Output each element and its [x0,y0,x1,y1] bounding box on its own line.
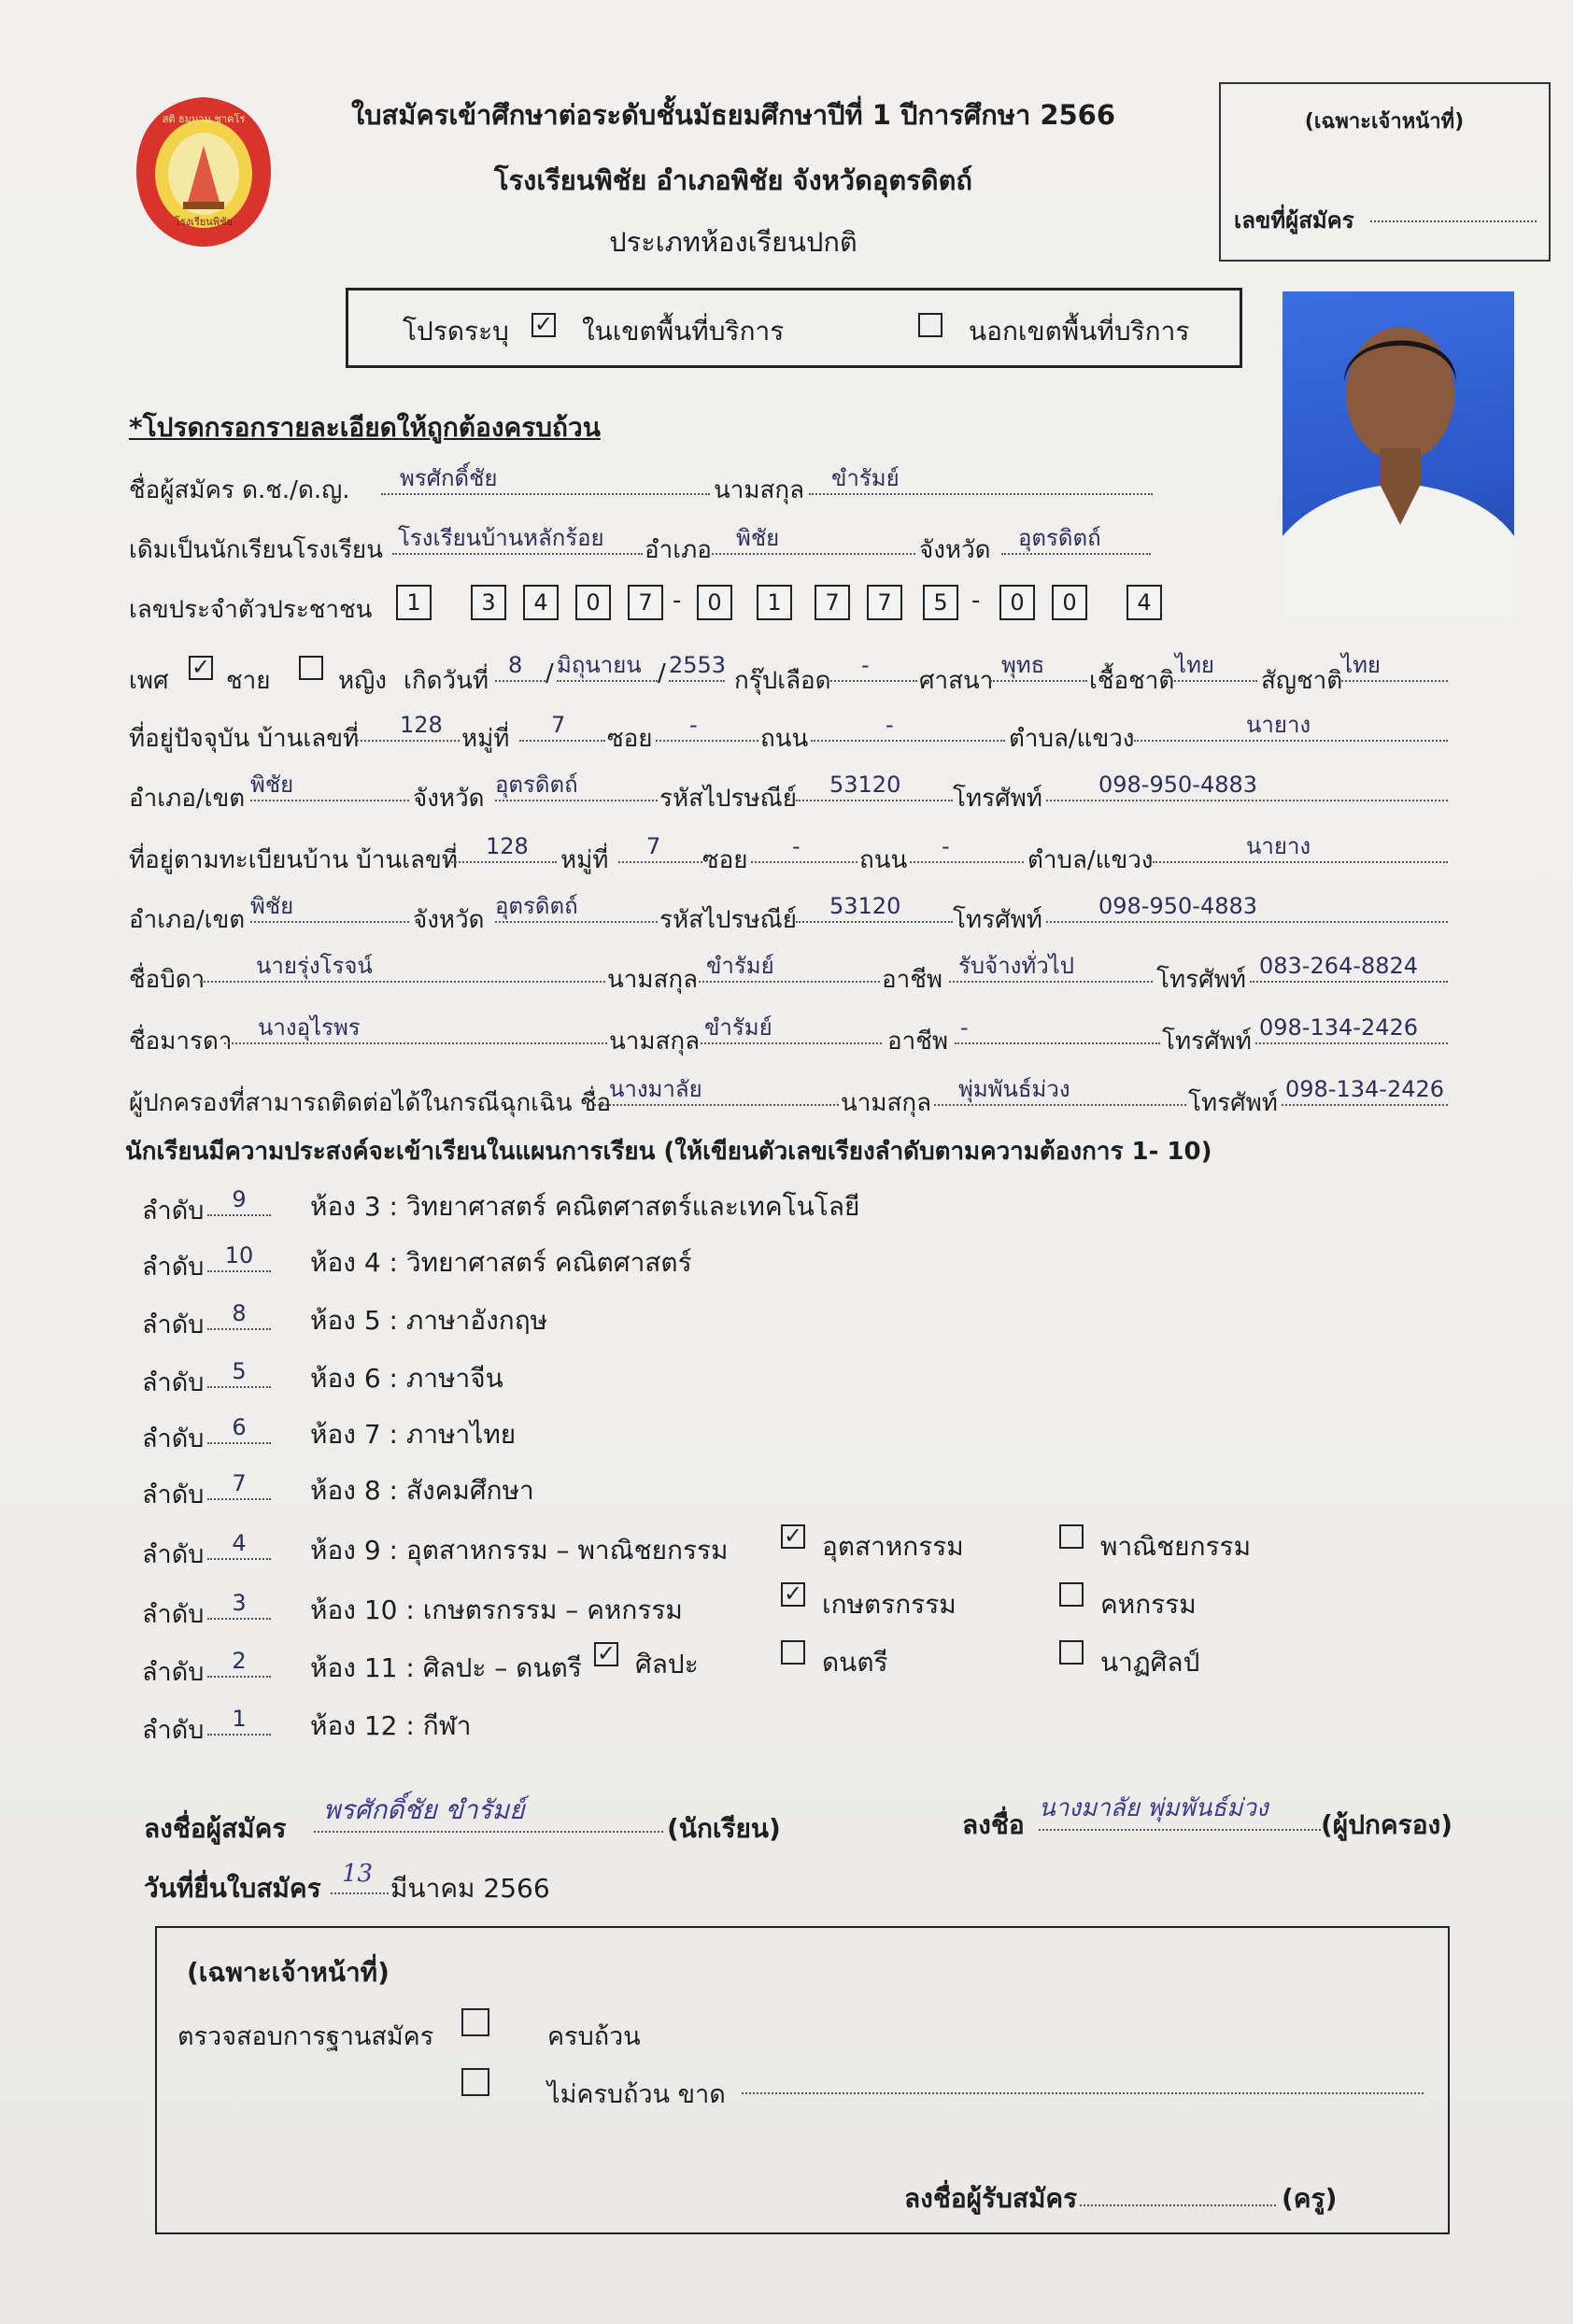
applicant-no-field[interactable] [1370,220,1537,222]
registered-moo-field[interactable] [618,833,702,863]
plan-rank-input[interactable]: 2 [207,1648,271,1678]
guardian-phone-field[interactable] [1282,1076,1448,1106]
citizen-id-digit[interactable]: 0 [697,585,732,620]
current-district-field[interactable] [250,772,409,801]
guardian-phone-label: โทรศัพท์ [1188,1089,1278,1117]
complete-checkbox[interactable] [461,2008,489,2036]
home-economics-label: คหกรรม [1100,1589,1197,1620]
male-checkbox[interactable]: ✓ [189,656,213,680]
classroom-type: ประเภทห้องเรียนปกติ [609,226,857,258]
current-postcode-label: รหัสไปรษณีย์ [659,785,798,813]
birth-slash: / [658,659,666,687]
current-soi-field[interactable] [656,712,758,742]
submit-date-rest: มีนาคม 2566 [390,1873,550,1904]
plan-rank-input[interactable]: 8 [207,1300,271,1330]
current-address-label: ที่อยู่ปัจจุบัน บ้านเลขที่ [129,725,360,753]
agriculture-checkbox[interactable]: ✓ [781,1582,805,1607]
plan-rank-input[interactable]: 7 [207,1470,271,1500]
school-line: โรงเรียนพิชัย อำเภอพิชัย จังหวัดอุตรดิตถ์ [494,164,972,196]
current-road-label: ถนน [760,725,809,753]
former-province-value: อุตรดิตถ์ [1018,525,1101,551]
officer-box [1219,82,1551,262]
father-surname-field[interactable] [699,953,880,983]
rank-label: ลำดับ [142,1658,205,1687]
registered-district-label: อำเภอ/เขต [129,906,246,934]
registered-province-value: อุตรดิตถ์ [495,893,578,919]
current-province-value: อุตรดิตถ์ [495,772,578,798]
former-school-value: โรงเรียนบ้านหลักร้อย [398,525,604,551]
school-logo [131,93,276,250]
citizen-id-digit[interactable]: 1 [757,585,792,620]
father-phone-field[interactable] [1250,953,1448,983]
current-house-no-value: 128 [400,712,443,738]
plan-room: ห้อง 9 : อุตสาหกรรม – พาณิชยกรรม [310,1535,729,1566]
registered-district-value: พิชัย [250,893,294,919]
blood-label: กรุ๊ปเลือด [734,667,831,695]
race-field[interactable] [1171,652,1257,682]
former-school-label: เดิมเป็นนักเรียนโรงเรียน [129,536,383,564]
music-checkbox[interactable] [781,1640,805,1665]
plan-rank-input[interactable]: 1 [207,1706,271,1736]
father-label: ชื่อบิดา [129,966,205,994]
former-district-value: พิชัย [736,525,780,551]
current-road-field[interactable] [811,712,1005,742]
instruction-text: *โปรดกรอกรายละเอียดให้ถูกต้องครบถ้วน [129,412,601,443]
nationality-value: ไทย [1341,652,1381,678]
birth-label: เกิดวันที่ [404,667,489,695]
mother-label: ชื่อมารดา [129,1027,233,1056]
commerce-label: พาณิชยกรรม [1100,1531,1252,1562]
applicant-no-label: เลขที่ผู้สมัคร [1234,207,1354,234]
father-name-value: นายรุ่งโรจน์ [256,953,373,979]
current-province-label: จังหวัด [413,785,485,813]
current-subdistrict-value: นายาง [1246,712,1311,738]
registered-phone-label: โทรศัพท์ [953,906,1042,934]
rank-label: ลำดับ [142,1424,205,1453]
logo-motto: สติ ธมฺมาน ชาคโร [162,113,246,125]
birth-slash: / [546,659,554,687]
officer-box-title: (เฉพาะเจ้าหน้าที่) [1304,110,1465,134]
current-phone-field[interactable] [1046,772,1448,801]
plan-room: ห้อง 3 : วิทยาศาสตร์ คณิตศาสตร์และเทคโนโลยี [310,1191,860,1222]
mother-surname-field[interactable] [701,1014,882,1044]
plan-rank-input[interactable]: 5 [207,1358,271,1388]
registered-soi-field[interactable] [751,833,857,863]
current-postcode-value: 53120 [829,772,901,798]
submit-date-label: วันที่ยื่นใบสมัคร [144,1873,321,1904]
registered-district-field[interactable] [250,893,409,923]
former-district-field[interactable] [712,525,915,555]
citizen-id-digit[interactable]: 0 [575,585,611,620]
current-soi-label: ซอย [607,725,653,753]
male-label: ชาย [226,667,271,695]
father-phone-value: 083-264-8824 [1259,953,1419,979]
service-area-box [346,288,1242,368]
commerce-checkbox[interactable] [1059,1524,1084,1549]
plan-room: ห้อง 11 : ศิลปะ – ดนตรี [310,1652,582,1683]
plan-room: ห้อง 10 : เกษตรกรรม – คหกรรม [310,1594,683,1625]
mother-job-label: อาชีพ [887,1027,948,1056]
registered-road-value: - [942,833,950,859]
citizen-id-digit[interactable]: 7 [867,585,902,620]
citizen-id-digit[interactable]: 4 [523,585,559,620]
guardian-phone-value: 098-134-2426 [1285,1076,1445,1102]
registered-road-field[interactable] [910,833,1024,863]
applicant-name-field[interactable] [381,465,710,495]
inside-area-label: ในเขตพื้นที่บริการ [582,316,785,347]
applicant-signature-field[interactable] [314,1794,663,1833]
plan-room: ห้อง 4 : วิทยาศาสตร์ คณิตศาสตร์ [310,1247,692,1278]
receiver-signature-field[interactable] [1080,2204,1276,2206]
submit-date-day-field[interactable] [331,1861,389,1894]
applicant-name-value: พรศักดิ์ชัย [400,465,498,491]
outside-area-label: นอกเขตพื้นที่บริการ [969,316,1190,347]
registered-house-no-field[interactable] [445,833,557,863]
registered-postcode-label: รหัสไปรษณีย์ [659,906,798,934]
incomplete-checkbox[interactable] [461,2068,489,2096]
art-checkbox[interactable]: ✓ [594,1642,618,1666]
logo-school-name: โรงเรียนพิชัย [175,216,233,228]
receiver-role: (ครู) [1282,2183,1338,2214]
guardian-name-value: นางมาลัย [609,1076,702,1102]
plan-room: ห้อง 7 : ภาษาไทย [310,1419,517,1450]
dance-label: นาฏศิลป์ [1100,1647,1200,1678]
father-phone-label: โทรศัพท์ [1156,966,1246,994]
guardian-signature-field[interactable] [1039,1795,1321,1831]
applicant-role: (นักเรียน) [667,1813,781,1844]
rank-label: ลำดับ [142,1716,205,1745]
nationality-field[interactable] [1341,652,1448,682]
father-job-field[interactable] [949,953,1153,983]
complete-label: ครบถ้วน [547,2022,641,2051]
registered-postcode-field[interactable] [796,893,953,923]
current-district-value: พิชัย [250,772,294,798]
plan-room: ห้อง 12 : กีฬา [310,1710,472,1741]
home-economics-checkbox[interactable] [1059,1582,1084,1607]
guardian-surname-label: นามสกุล [841,1089,932,1117]
citizen-id-digit[interactable]: 7 [628,585,663,620]
guardian-surname-field[interactable] [934,1076,1186,1106]
registered-house-no-value: 128 [486,833,529,859]
rank-label: ลำดับ [142,1197,205,1226]
registered-road-label: ถนน [859,846,908,874]
registered-phone-value: 098-950-4883 [1098,893,1258,919]
guardian-label: ผู้ปกครองที่สามารถติดต่อได้ในกรณีฉุกเฉิน ชื่อ [129,1089,612,1117]
mother-surname-value: ขำรัมย์ [704,1014,772,1041]
citizen-id-digit[interactable]: 1 [396,585,432,620]
former-province-field[interactable] [1001,525,1151,555]
submit-date-day: 13 [342,1860,374,1888]
applicant-name-label: ชื่อผู้สมัคร ด.ช./ด.ญ. [129,476,350,504]
current-moo-label: หมู่ที่ [461,725,510,753]
birth-day-field[interactable] [495,652,546,682]
citizen-id-digit[interactable]: 4 [1127,585,1162,620]
religion-value: พุทธ [1001,652,1045,678]
guardian-name-field[interactable] [594,1076,839,1106]
current-phone-label: โทรศัพท์ [953,785,1042,813]
citizen-id-dash: - [971,587,981,615]
art-label: ศิลปะ [635,1649,699,1679]
current-moo-value: 7 [551,712,566,738]
officer-check-label: ตรวจสอบการฐานสมัคร [177,2022,434,2051]
birth-year-value: 2553 [669,652,727,678]
registered-province-field[interactable] [495,893,658,923]
industry-label: อุตสาหกรรม [822,1531,964,1562]
current-phone-value: 098-950-4883 [1098,772,1258,798]
registered-subdistrict-value: นายาง [1246,833,1311,859]
citizen-id-dash: - [673,587,682,615]
plan-rank-input[interactable]: 10 [207,1242,271,1272]
registered-soi-label: ซอย [702,846,748,874]
current-district-label: อำเภอ/เขต [129,785,246,813]
service-area-prompt: โปรดระบุ [403,316,509,347]
mother-job-value: - [960,1014,969,1041]
applicant-photo [1282,291,1514,616]
rank-label: ลำดับ [142,1311,205,1339]
rank-label: ลำดับ [142,1540,205,1569]
birth-month-value: มิถุนายน [557,652,642,678]
applicant-surname-field[interactable] [809,465,1153,495]
industry-checkbox[interactable]: ✓ [781,1524,805,1549]
sex-label: เพศ [129,667,169,695]
current-road-value: - [886,712,894,738]
citizen-id-label: เลขประจำตัวประชาชน [129,596,373,624]
missing-items-field[interactable] [742,2092,1424,2094]
religion-label: ศาสนา [919,667,994,695]
plan-room: ห้อง 6 : ภาษาจีน [310,1363,503,1394]
father-job-label: อาชีพ [882,966,942,994]
plan-room: ห้อง 5 : ภาษาอังกฤษ [310,1305,548,1336]
applicant-surname-label: นามสกุล [714,476,805,504]
plan-rank-input[interactable]: 3 [207,1590,271,1620]
incomplete-label: ไม่ครบถ้วน ขาด [547,2080,726,2109]
inside-area-checkbox[interactable]: ✓ [531,313,556,337]
registered-subdistrict-field[interactable] [1153,833,1448,863]
applicant-sign-label: ลงชื่อผู้สมัคร [144,1813,287,1844]
agriculture-label: เกษตรกรรม [822,1589,957,1620]
plan-rank-input[interactable]: 6 [207,1414,271,1444]
former-province-label: จังหวัด [919,536,991,564]
former-district-label: อำเภอ [645,536,712,564]
rank-label: ลำดับ [142,1481,205,1509]
blood-field[interactable] [828,652,917,682]
race-value: ไทย [1175,652,1214,678]
citizen-id-digit[interactable]: 5 [923,585,958,620]
plan-rank-input[interactable]: 4 [207,1530,271,1560]
birth-month-field[interactable] [557,652,658,682]
current-moo-field[interactable] [519,712,605,742]
registered-subdistrict-label: ตำบล/แขวง [1027,846,1154,874]
rank-label: ลำดับ [142,1600,205,1629]
father-job-value: รับจ้างทั่วไป [958,953,1074,979]
plan-room: ห้อง 8 : สังคมศึกษา [310,1475,534,1506]
father-surname-value: ขำรัมย์ [706,953,774,979]
citizen-id-digit[interactable]: 0 [1052,585,1087,620]
citizen-id-digit[interactable]: 0 [999,585,1035,620]
rank-label: ลำดับ [142,1368,205,1397]
dance-checkbox[interactable] [1059,1640,1084,1665]
mother-name-field[interactable] [224,1014,607,1044]
mother-name-value: นางอุไรพร [258,1014,361,1041]
student-portrait-icon [1282,291,1514,616]
citizen-id-digit[interactable]: 7 [815,585,850,620]
music-label: ดนตรี [822,1647,888,1678]
rank-label: ลำดับ [142,1253,205,1282]
plans-heading: นักเรียนมีความประสงค์จะเข้าเรียนในแผนการเรียน (ให้เขียนตัวเลขเรียงลำดับตามความต้องการ 1- 10) [125,1138,1212,1166]
mother-phone-label: โทรศัพท์ [1162,1027,1252,1056]
current-soi-value: - [689,712,698,738]
blood-value: - [861,652,870,678]
birth-day-value: 8 [508,652,523,678]
race-label: เชื้อชาติ [1089,667,1175,695]
former-school-field[interactable] [392,525,643,555]
birth-year-field[interactable] [669,652,725,682]
outside-area-checkbox[interactable] [918,313,942,337]
current-house-no-field[interactable] [357,712,460,742]
registered-moo-label: หมู่ที่ [560,846,609,874]
applicant-surname-value: ขำรัมย์ [831,465,900,491]
current-postcode-field[interactable] [796,772,953,801]
guardian-surname-value: พุ่มพันธ์ม่วง [958,1076,1070,1102]
receiver-sign-label: ลงชื่อผู้รับสมัคร [904,2183,1078,2214]
female-checkbox[interactable] [299,656,323,680]
mother-surname-label: นามสกุล [609,1027,701,1056]
form-title: ใบสมัครเข้าศึกษาต่อระดับชั้นมัธยมศึกษาปีที่ 1 ปีการศึกษา 2566 [350,99,1116,131]
officer-section [155,1926,1450,2234]
registered-postcode-value: 53120 [829,893,901,919]
registered-soi-value: - [792,833,801,859]
guardian-signature: นางมาลัย พุ่มพันธ์ม่วง [1039,1794,1268,1822]
guardian-role: (ผู้ปกครอง) [1321,1809,1453,1840]
father-surname-label: นามสกุล [607,966,699,994]
nationality-label: สัญชาติ [1261,667,1343,695]
mother-phone-value: 098-134-2426 [1259,1014,1419,1041]
registered-phone-field[interactable] [1046,893,1448,923]
officer-section-title: (เฉพาะเจ้าหน้าที่) [187,1957,390,1988]
female-label: หญิง [338,667,387,695]
mother-phone-field[interactable] [1255,1014,1448,1044]
applicant-signature: พรศักดิ์ชัย ขำรัมย์ [323,1794,525,1825]
mother-job-field[interactable] [955,1014,1160,1044]
guardian-sign-label: ลงชื่อ [962,1809,1025,1840]
current-subdistrict-label: ตำบล/แขวง [1009,725,1135,753]
father-name-field[interactable] [200,953,605,983]
registered-province-label: จังหวัด [413,906,485,934]
registered-moo-value: 7 [646,833,661,859]
current-province-field[interactable] [495,772,658,801]
religion-field[interactable] [990,652,1087,682]
registered-address-label: ที่อยู่ตามทะเบียนบ้าน บ้านเลขที่ [129,846,458,874]
plan-rank-input[interactable]: 9 [207,1186,271,1216]
citizen-id-digit[interactable]: 3 [471,585,506,620]
current-subdistrict-field[interactable] [1134,712,1448,742]
